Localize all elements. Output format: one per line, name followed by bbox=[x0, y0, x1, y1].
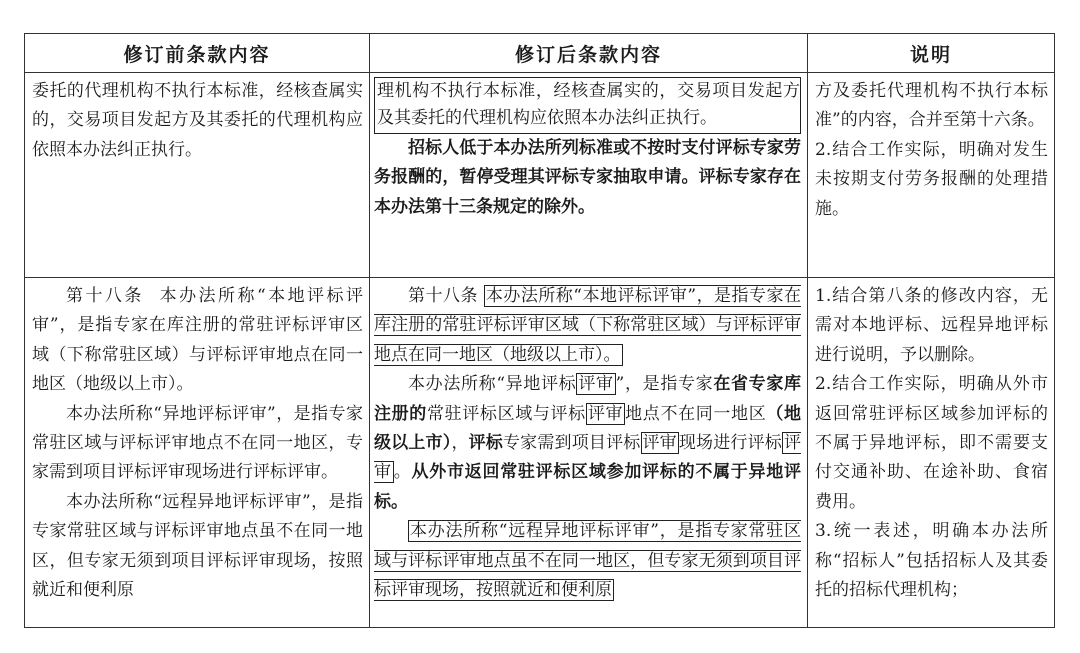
text-run: ， bbox=[451, 433, 469, 454]
boxed-revision: 本办法所称“本地评标评审”，是指专家在库注册的常驻评标评审区域（下称常驻区域）与评标评审地点在同一地区（地级以上市）。 bbox=[374, 286, 802, 365]
row2-after-p2 bbox=[374, 370, 801, 517]
text-run: 。 bbox=[393, 462, 412, 483]
boxed-word: 评审 bbox=[587, 403, 624, 424]
boxed-revision: 本办法所称“远程异地评标评审”，是指专家常驻区域与评标评审地点虽不在同一地区，但专家无须到项目评标评审现场，按照就近和便利原 bbox=[374, 521, 801, 601]
row2-note-cell bbox=[808, 278, 1054, 605]
bold-insert: 在省专家库注册的 bbox=[374, 374, 801, 424]
text-run: 地点不在同一地区 bbox=[625, 403, 767, 424]
bold-insert: （地级以上市） bbox=[374, 403, 802, 454]
row2-after-cell bbox=[370, 278, 807, 605]
row1-before-cell bbox=[25, 73, 369, 165]
row1-note-cell bbox=[808, 73, 1054, 224]
row2-before-p1: 第十八条 本办法所称“本地评标评审”，是指专家在库注册的常驻评标评审区域（下称常驻区域）与评标评审地点在同一地区（地级以上市）。 bbox=[32, 286, 363, 395]
row2-after-p3 bbox=[374, 517, 801, 605]
boxed-word: 评审 bbox=[374, 433, 801, 483]
text-run: 现场进行评标 bbox=[678, 433, 782, 454]
header-before: 修订前条款内容 bbox=[123, 43, 271, 66]
header-note: 说明 bbox=[909, 43, 952, 66]
row1-note-p1: 方及委托代理机构不执行本标准”的内容，合并至第十六条。 bbox=[815, 81, 1048, 131]
row1-after-cell bbox=[370, 73, 807, 222]
comparison-table bbox=[24, 33, 1055, 628]
text-run: 专家需到项目评标 bbox=[503, 433, 641, 454]
boxed-word: 评审 bbox=[578, 374, 614, 395]
row2-note-p1: 1.结合第八条的修改内容，无需对本地评标、远程异地评标进行说明，予以删除。 bbox=[815, 286, 1048, 365]
row1-note-p2: 2.结合工作实际，明确对发生未按期支付劳务报酬的处理措施。 bbox=[815, 139, 1048, 219]
text-run: 常驻评标区域与评标 bbox=[426, 403, 586, 424]
row1-after-boxed-text: 理机构不执行本标准，经核查属实的，交易项目发起方及其委托的代理机构应依照本办法纠正执行。 bbox=[374, 77, 801, 134]
row2-before-p2: 本办法所称“异地评标评审”，是指专家常驻区域与评标评审地点不在同一地区，专家需到项目评标评审现场进行评标评审。 bbox=[32, 403, 363, 483]
text-run: ”，是指专家 bbox=[615, 374, 714, 395]
bold-insert: 从外市返回常驻评标区域参加评标的不属于异地评标。 bbox=[374, 462, 802, 512]
row2-note-p2: 2.结合工作实际，明确从外市返回常驻评标区域参加评标的不属于异地评标，即不需要支付交通补助、在途补助、食宿费用。 bbox=[815, 374, 1048, 512]
row2-note-p3: 3.统一表述，明确本办法所称“招标人”包括招标人及其委托的招标代理机构； bbox=[815, 521, 1048, 601]
row2-before-p3: 本办法所称“远程异地评标评审”，是指专家常驻区域与评标评审地点虽不在同一地区，但专家无须到项目评标评审现场，按照就近和便利原 bbox=[32, 491, 363, 601]
row2-after-p1 bbox=[374, 282, 801, 370]
article-number: 第十八条 bbox=[408, 286, 478, 306]
text-run: 本办法所称“异地评标 bbox=[408, 374, 577, 395]
row1-before-text: 委托的代理机构不执行本标准，经核查属实的，交易项目发起方及其委托的代理机构应依照本办法纠正执行。 bbox=[32, 81, 363, 160]
bold-insert: 评标 bbox=[468, 433, 503, 454]
boxed-word: 评审 bbox=[642, 433, 677, 454]
row2-before-cell bbox=[25, 278, 369, 605]
row1-after-bold-text: 招标人低于本办法所列标准或不按时支付评标专家劳务报酬的，暂停受理其评标专家抽取申请。评标专家存在本办法第十三条规定的除外。 bbox=[374, 137, 801, 217]
header-after: 修订后条款内容 bbox=[514, 43, 662, 66]
